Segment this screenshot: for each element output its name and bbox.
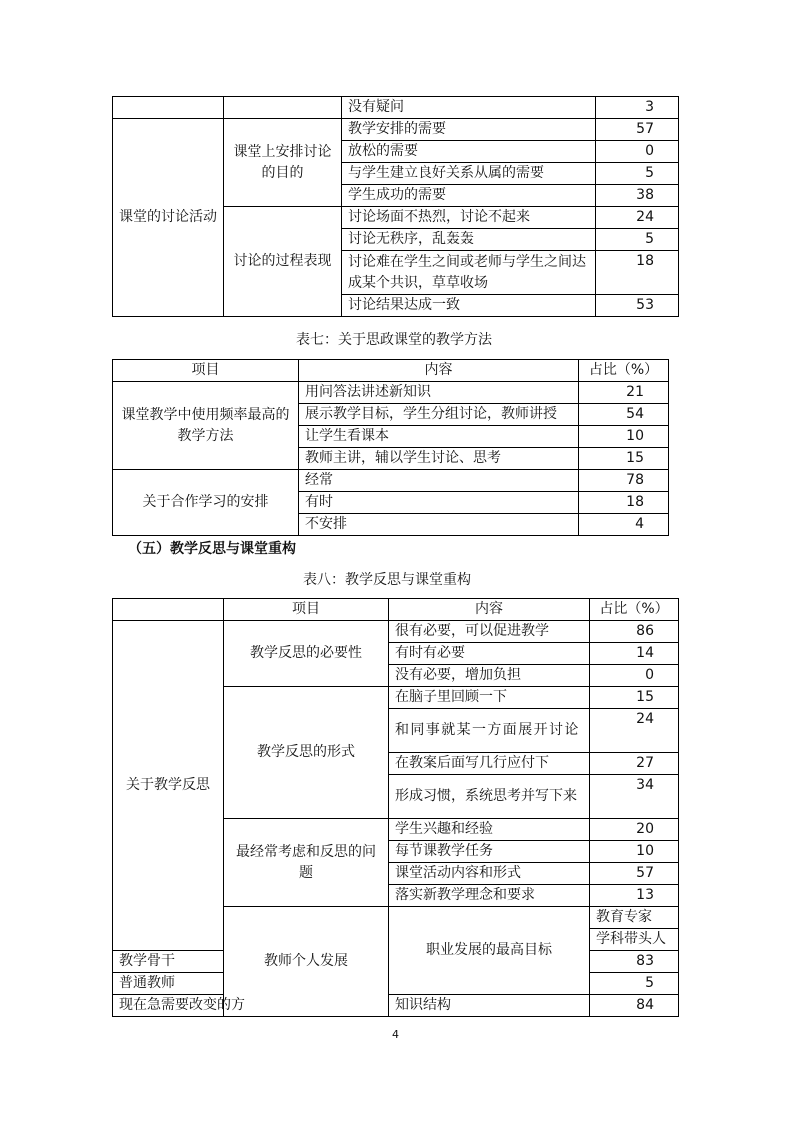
content-cell: 不安排 <box>299 514 579 536</box>
content-cell: 没有疑问 <box>342 97 596 119</box>
content-cell: 学科带头人 <box>590 929 679 951</box>
ratio-cell: 0 <box>590 665 679 687</box>
ratio-cell: 20 <box>590 819 679 841</box>
header-ratio: 占比（%） <box>579 360 669 382</box>
ratio-cell: 34 <box>590 775 679 819</box>
item-cell: 教师个人发展 <box>224 907 389 1017</box>
content-cell: 课堂活动内容和形式 <box>389 863 590 885</box>
ratio-cell: 14 <box>590 643 679 665</box>
table-seven <box>112 359 669 536</box>
subitem-cell: 教学反思的必要性 <box>224 621 389 687</box>
table-row <box>113 995 679 1017</box>
ratio-cell: 21 <box>579 382 669 404</box>
table-six-continued <box>112 96 679 317</box>
subitem-cell: 讨论的过程表现 <box>224 207 342 317</box>
ratio-cell: 86 <box>590 621 679 643</box>
content-cell: 经常 <box>299 470 579 492</box>
table-row <box>113 382 669 404</box>
ratio-cell: 15 <box>579 448 669 470</box>
header-content: 内容 <box>299 360 579 382</box>
content-cell: 有时 <box>299 492 579 514</box>
item-cell: 课堂的讨论活动 <box>113 119 224 317</box>
content-cell: 在脑子里回顾一下 <box>389 687 590 709</box>
ratio-cell: 4 <box>579 514 669 536</box>
content-cell: 落实新教学理念和要求 <box>389 885 590 907</box>
content-cell: 教育专家 <box>590 907 679 929</box>
ratio-cell: 24 <box>590 709 679 753</box>
item-cell: 课堂教学中使用频率最高的教学方法 <box>113 382 299 470</box>
ratio-cell: 5 <box>590 973 679 995</box>
ratio-cell: 78 <box>579 470 669 492</box>
item-cell: 关于教学反思 <box>113 621 224 951</box>
content-cell: 和同事就某一方面展开讨论 <box>389 709 590 753</box>
content-cell: 教学骨干 <box>113 951 224 973</box>
page-number: 4 <box>392 1028 399 1041</box>
header-item: 项目 <box>113 360 299 382</box>
section-heading: （五）教学反思与课堂重构 <box>128 541 296 557</box>
content-cell: 讨论场面不热烈，讨论不起来 <box>342 207 596 229</box>
subitem-cell: 教学反思的形式 <box>224 687 389 819</box>
content-cell: 与学生建立良好关系从属的需要 <box>342 163 596 185</box>
content-cell: 讨论结果达成一致 <box>342 295 596 317</box>
table-seven-caption: 表七：关于思政课堂的教学方法 <box>296 332 492 348</box>
table-eight-caption: 表八：教学反思与课堂重构 <box>303 572 471 588</box>
ratio-cell: 5 <box>596 229 679 251</box>
subitem-cell: 课堂上安排讨论的目的 <box>224 119 342 207</box>
table-row <box>113 470 669 492</box>
content-cell: 放松的需要 <box>342 141 596 163</box>
ratio-cell: 84 <box>590 995 679 1017</box>
ratio-cell: 27 <box>590 753 679 775</box>
content-cell: 很有必要，可以促进教学 <box>389 621 590 643</box>
subitem-cell: 现在急需要改变的方 <box>113 995 224 1017</box>
ratio-cell: 57 <box>596 119 679 141</box>
content-cell: 每节课教学任务 <box>389 841 590 863</box>
content-cell: 学生兴趣和经验 <box>389 819 590 841</box>
subitem-cell: 职业发展的最高目标 <box>389 907 590 995</box>
content-cell: 在教案后面写几行应付下 <box>389 753 590 775</box>
ratio-cell: 53 <box>596 295 679 317</box>
table-header-row <box>113 360 669 382</box>
content-cell: 知识结构 <box>389 995 590 1017</box>
ratio-cell: 83 <box>590 951 679 973</box>
content-cell: 用问答法讲述新知识 <box>299 382 579 404</box>
table-row <box>113 621 679 643</box>
header-ratio: 占比（%） <box>590 599 679 621</box>
content-cell: 展示教学目标，学生分组讨论，教师讲授 <box>299 404 579 426</box>
ratio-cell: 57 <box>590 863 679 885</box>
ratio-cell: 18 <box>579 492 669 514</box>
content-cell: 教学安排的需要 <box>342 119 596 141</box>
ratio-cell: 10 <box>579 426 669 448</box>
ratio-cell: 24 <box>596 207 679 229</box>
ratio-cell: 54 <box>579 404 669 426</box>
ratio-cell: 3 <box>596 97 679 119</box>
subitem-cell: 最经常考虑和反思的问题 <box>224 819 389 907</box>
content-cell: 讨论难在学生之间或老师与学生之间达成某个共识，草草收场 <box>342 251 596 295</box>
content-cell: 普通教师 <box>113 973 224 995</box>
table-header-row <box>113 599 679 621</box>
ratio-cell: 38 <box>596 185 679 207</box>
ratio-cell: 0 <box>596 141 679 163</box>
item-cell: 关于合作学习的安排 <box>113 470 299 536</box>
ratio-cell: 15 <box>590 687 679 709</box>
table-row <box>113 97 679 119</box>
content-cell: 有时有必要 <box>389 643 590 665</box>
ratio-cell: 18 <box>596 251 679 295</box>
content-cell: 学生成功的需要 <box>342 185 596 207</box>
table-eight <box>112 598 679 1017</box>
table-row <box>113 119 679 141</box>
content-cell: 讨论无秩序，乱轰轰 <box>342 229 596 251</box>
content-cell: 教师主讲，辅以学生讨论、思考 <box>299 448 579 470</box>
content-cell: 让学生看课本 <box>299 426 579 448</box>
ratio-cell: 5 <box>596 163 679 185</box>
header-item: 项目 <box>224 599 389 621</box>
header-content: 内容 <box>389 599 590 621</box>
content-cell: 形成习惯，系统思考并写下来 <box>389 775 590 819</box>
ratio-cell: 10 <box>590 841 679 863</box>
ratio-cell: 13 <box>590 885 679 907</box>
content-cell: 没有必要，增加负担 <box>389 665 590 687</box>
